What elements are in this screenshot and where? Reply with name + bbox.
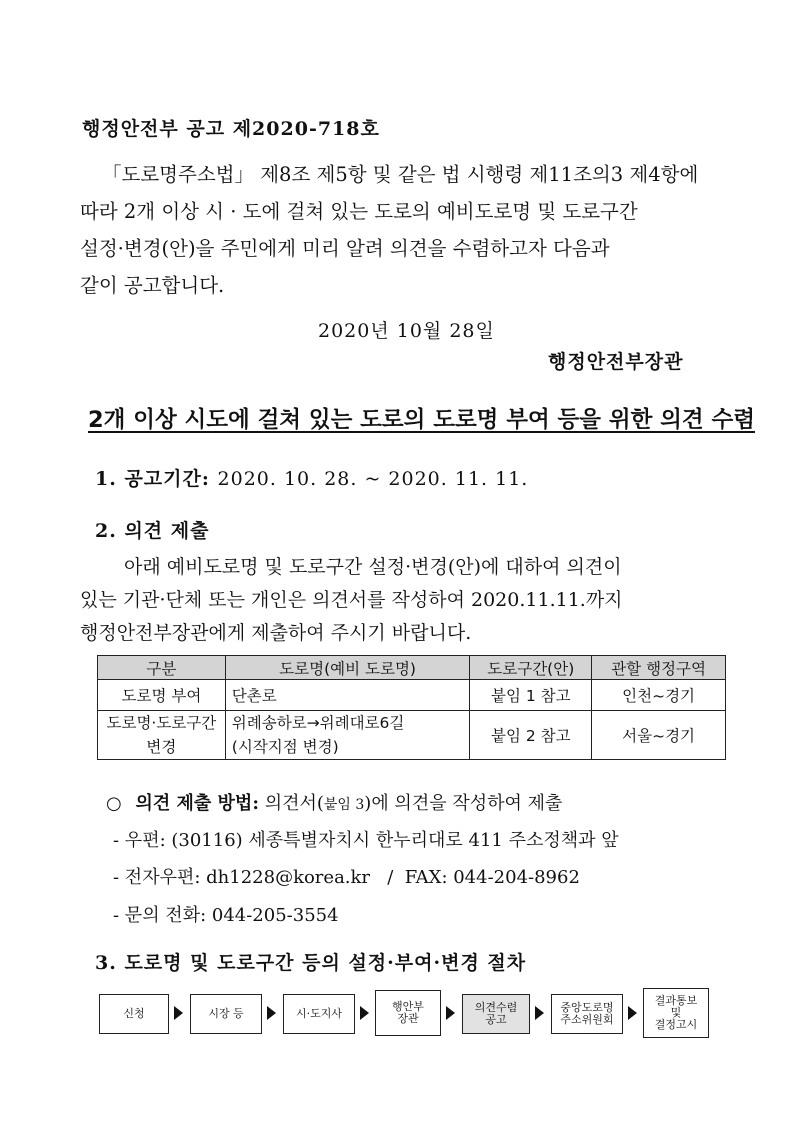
flow-step-label: 주소위원회 <box>560 1013 614 1026</box>
table-row <box>98 711 726 760</box>
body-line: 있는 기관·단체 또는 개인은 의견서를 작성하여 2020.11.11.까지 <box>80 589 623 611</box>
table-row <box>98 680 726 711</box>
table-header-row <box>98 656 726 680</box>
flow-step-label: 결과통보 <box>654 994 698 1007</box>
section-submission-body <box>80 551 623 650</box>
road-table <box>97 655 726 760</box>
contact-email-fax: - 전자우편: dh1228@korea.kr / FAX: 044-204-8962 <box>113 867 580 888</box>
flow-step-public-notice <box>462 994 530 1034</box>
procedure-flow <box>99 994 711 1034</box>
arrow-right-icon <box>267 1006 276 1020</box>
section-submission-heading: 2. 의견 제출 <box>95 520 210 542</box>
cell-type-line: 변경 <box>146 738 177 756</box>
section-period <box>95 464 528 491</box>
table-header: 도로구간(안) <box>470 656 592 680</box>
flow-step-label: 시·도지사 <box>295 1007 342 1020</box>
submission-method <box>106 789 562 815</box>
flow-step-committee <box>551 994 623 1034</box>
intro-line: 「도로명주소법」 제8조 제5항 및 같은 법 시행령 제11조의3 제4항에 <box>102 163 699 186</box>
intro-paragraph <box>80 156 698 304</box>
cell-region: 서울~경기 <box>592 711 726 760</box>
signer: 행정안전부장관 <box>548 351 684 373</box>
section-period-value: 2020. 10. 28. ~ 2020. 11. 11. <box>217 468 529 490</box>
flow-step-apply <box>99 994 169 1034</box>
flow-step-label: 공고 <box>485 1013 507 1026</box>
table-header: 도로명(예비 도로명) <box>225 656 470 680</box>
arrow-right-icon <box>446 1006 455 1020</box>
flow-step-label: 중앙도로명 <box>560 1001 614 1014</box>
method-text-before: 의견서( <box>264 793 324 814</box>
flow-step-mayor <box>190 994 262 1034</box>
cell-region: 인천~경기 <box>592 680 726 711</box>
body-line: 행정안전부장관에게 제출하여 주시기 바랍니다. <box>80 622 472 644</box>
table-header: 관할 행정구역 <box>592 656 726 680</box>
cell-road-name: 단촌로 <box>225 680 470 711</box>
method-text-after: )에 의견을 작성하여 제출 <box>364 793 563 814</box>
cell-type-line: 도로명·도로구간 <box>106 714 217 732</box>
cell-type: 도로명 부여 <box>98 680 226 711</box>
method-label: 의견 제출 방법: <box>135 793 259 814</box>
method-attach: 붙임 3 <box>323 797 365 813</box>
notice-date: 2020년 10월 28일 <box>318 320 495 342</box>
intro-line: 따라 2개 이상 시 · 도에 걸쳐 있는 도로의 예비도로명 및 도로구간 <box>80 200 638 223</box>
page-title: 2개 이상 시도에 걸쳐 있는 도로의 도로명 부여 등을 위한 의견 수렴 <box>88 407 755 433</box>
flow-step-label: 의견수렴 <box>474 1001 518 1014</box>
table-header: 구분 <box>98 656 226 680</box>
flow-step-label: 시장 등 <box>208 1007 244 1020</box>
cell-road-name-line: 위례송하로→위례대로6길 <box>231 714 405 732</box>
intro-line: 같이 공고합니다. <box>80 274 225 297</box>
intro-line: 설정·변경(안)을 주민에게 미리 알려 의견을 수렴하고자 다음과 <box>80 237 610 260</box>
cell-type <box>98 711 226 760</box>
contact-phone: - 문의 전화: 044-205-3554 <box>113 905 339 926</box>
flow-step-result <box>643 988 709 1038</box>
cell-section: 붙임 1 참고 <box>470 680 592 711</box>
section-procedure-heading: 3. 도로명 및 도로구간 등의 설정·부여·변경 절차 <box>95 952 527 974</box>
flow-step-label: 장관 <box>397 1012 419 1025</box>
flow-step-label: 신청 <box>123 1007 145 1020</box>
notice-number: 행정안전부 공고 제2020-718호 <box>82 118 380 140</box>
arrow-right-icon <box>628 1006 637 1020</box>
contact-mail: - 우편: (30116) 세종특별자치시 한누리대로 411 주소정책과 앞 <box>113 830 619 851</box>
arrow-right-icon <box>535 1006 544 1020</box>
section-period-label: 1. 공고기간: <box>95 468 210 490</box>
flow-step-label: 결정고시 <box>654 1018 698 1031</box>
flow-step-label: 및 <box>670 1006 682 1019</box>
flow-step-minister <box>375 990 441 1036</box>
arrow-right-icon <box>360 1006 369 1020</box>
bullet: ○ <box>106 793 122 814</box>
cell-road-name-line: (시작지점 변경) <box>231 738 339 756</box>
flow-step-label: 행안부 <box>392 1000 424 1013</box>
cell-road-name <box>225 711 470 760</box>
cell-section: 붙임 2 참고 <box>470 711 592 760</box>
body-line: 아래 예비도로명 및 도로구간 설정·변경(안)에 대하여 의견이 <box>124 556 622 578</box>
arrow-right-icon <box>174 1006 183 1020</box>
flow-step-governor <box>283 994 355 1034</box>
